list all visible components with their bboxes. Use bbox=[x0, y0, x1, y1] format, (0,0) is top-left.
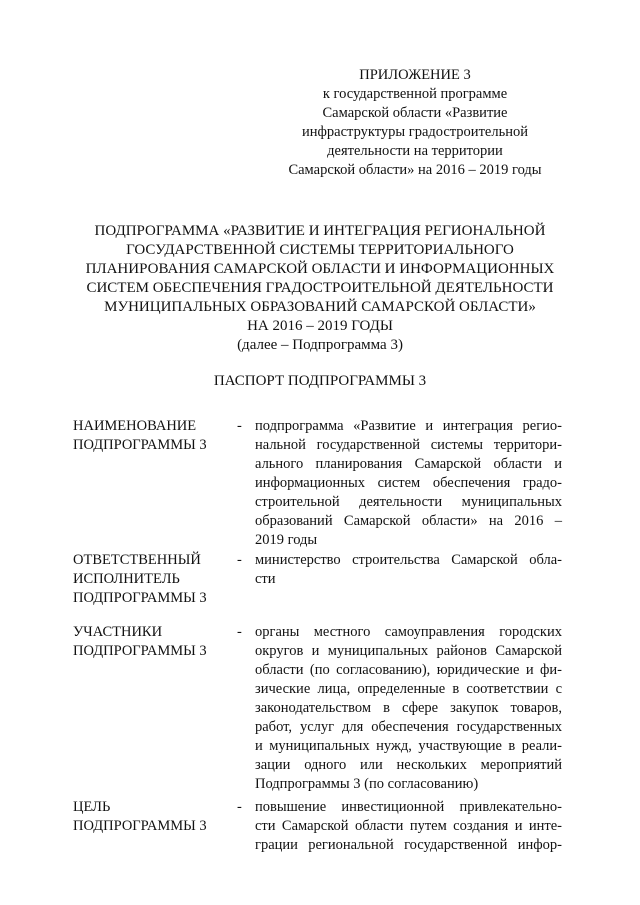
row-dash: - bbox=[237, 624, 242, 640]
subprogram-title-line: МУНИЦИПАЛЬНЫХ ОБРАЗОВАНИЙ САМАРСКОЙ ОБЛАСТИ» bbox=[104, 299, 536, 315]
subprogram-title-line: ПЛАНИРОВАНИЯ САМАРСКОЙ ОБЛАСТИ И ИНФОРМАЦИОННЫХ bbox=[85, 261, 555, 277]
appendix-line: Самарской области» на 2016 – 2019 годы bbox=[288, 162, 542, 178]
appendix-line: инфраструктуры градостроительной bbox=[302, 124, 528, 140]
row-description: министерство строительства Самарской обла- сти bbox=[255, 552, 562, 587]
row-label: ЦЕЛЬ ПОДПРОГРАММЫ 3 bbox=[73, 799, 207, 834]
row-label: ОТВЕТСТВЕННЫЙ ИСПОЛНИТЕЛЬ ПОДПРОГРАММЫ 3 bbox=[73, 552, 207, 606]
row-dash: - bbox=[237, 799, 242, 815]
passport-title: ПАСПОРТ ПОДПРОГРАММЫ 3 bbox=[213, 373, 427, 389]
row-label: УЧАСТНИКИ ПОДПРОГРАММЫ 3 bbox=[73, 624, 207, 659]
row-description: повышение инвестиционной привлекательно- сти Самарской области путем создания и инте- грации региональной государственной инфор- bbox=[255, 799, 562, 853]
row-description: подпрограмма «Развитие и интеграция регио- нальной государственной системы территори- ального планирования Самарской области и информационных систем обеспечения градо- строительной деятельности муниципальных образований Самарской области» на 2016 – 2019 годы bbox=[255, 418, 562, 548]
appendix-line: деятельности на территории bbox=[327, 143, 503, 159]
subprogram-title-line: ГОСУДАРСТВЕННОЙ СИСТЕМЫ ТЕРРИТОРИАЛЬНОГО bbox=[126, 242, 514, 258]
subprogram-years: НА 2016 – 2019 ГОДЫ bbox=[247, 318, 393, 334]
subprogram-title-line: СИСТЕМ ОБЕСПЕЧЕНИЯ ГРАДОСТРОИТЕЛЬНОЙ ДЕЯТЕЛЬНОСТИ bbox=[86, 280, 554, 296]
row-dash: - bbox=[237, 552, 242, 568]
subprogram-title bbox=[40, 222, 600, 355]
appendix-line: Самарской области «Развитие bbox=[322, 105, 508, 121]
row-label: НАИМЕНОВАНИЕ ПОДПРОГРАММЫ 3 bbox=[73, 418, 207, 453]
subprogram-title-line: ПОДПРОГРАММА «РАЗВИТИЕ И ИНТЕГРАЦИЯ РЕГИОНАЛЬНОЙ bbox=[94, 223, 546, 239]
appendix-line: к государственной программе bbox=[322, 86, 508, 102]
appendix-heading bbox=[270, 66, 560, 180]
subprogram-short-name: (далее – Подпрограмма 3) bbox=[237, 337, 403, 353]
row-description: органы местного самоуправления городских округов и муниципальных районов Самарской области (по согласованию), юридические и фи- зические лица, определенные в соответствии с законодательством в сфере закупок товаров, работ, услуг для обеспечения государственных и муниципальных нужд, участвующие в реали- зации одного или нескольких мероприятий Подпрограммы 3 (по согласованию) bbox=[255, 624, 562, 792]
row-dash: - bbox=[237, 418, 242, 434]
appendix-title: ПРИЛОЖЕНИЕ 3 bbox=[359, 67, 471, 83]
